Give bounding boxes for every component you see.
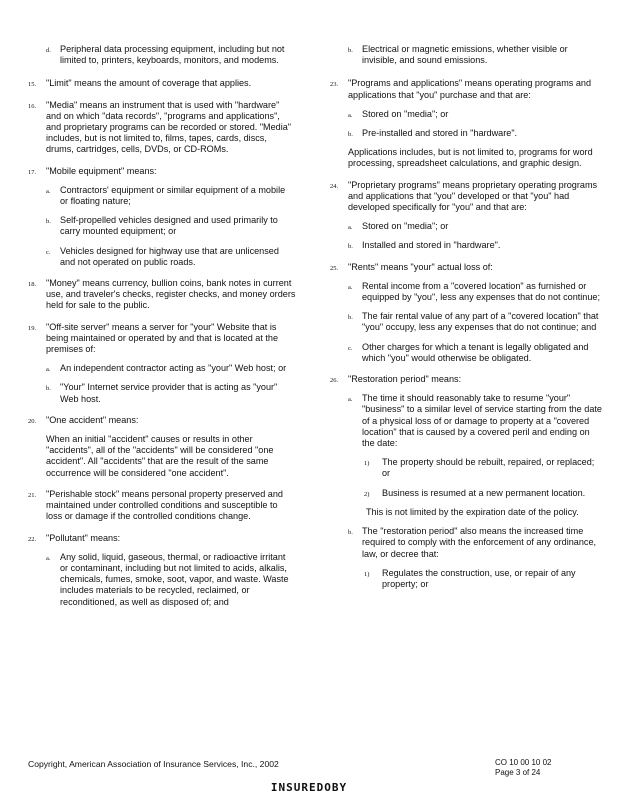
item-text: Other charges for which a tenant is legally obligated and which "you" would otherwise be obligated. <box>362 341 589 363</box>
item-letter: a. <box>46 366 51 374</box>
definition-text: "Pollutant" means: <box>46 532 121 543</box>
item-letter: a. <box>348 224 353 232</box>
definition-money <box>28 278 296 312</box>
brand-watermark: INSUREDOBY <box>270 781 348 794</box>
item-letter: a. <box>348 396 353 404</box>
item-text: "Your" Internet service provider that is acting as "your" Web host. <box>60 382 278 404</box>
item-text: Vehicles designed for highway use that are unlicensed and not operated on public roads. <box>60 245 279 267</box>
numbered-subitem <box>330 457 604 479</box>
list-item <box>330 221 608 232</box>
definition-pollutant <box>28 533 296 608</box>
item-text: Pre-installed and stored in "hardware". <box>362 128 518 139</box>
definition-number: 20. <box>28 417 37 425</box>
item-letter: b. <box>348 131 353 139</box>
subitem-text: The property should be rebuilt, repaired, or replaced; or <box>382 457 595 479</box>
item-text: An independent contractor acting as "your" Web host; or <box>60 363 287 374</box>
item-letter: b. <box>46 385 51 393</box>
definition-text: "Money" means currency, bullion coins, bank notes in current use, and traveler's checks, register checks, and money orders held for sale to the public. <box>46 278 296 311</box>
item-text: The time it should reasonably take to resume "your" "business" to a similar level of service starting from the date of a physical loss of or damage to property at a "covered location" that is caused by a covered peril and ending on the date: <box>362 393 602 449</box>
definition-one-accident <box>28 415 296 479</box>
definition-text: "Restoration period" means: <box>348 374 462 385</box>
definition-text: "Off-site server" means a server for "your" Website that is being maintained or operated by and that is located at the premises of: <box>46 321 279 355</box>
list-item <box>330 393 608 518</box>
list-item <box>330 281 608 303</box>
item-letter: c. <box>348 344 353 352</box>
subitem-text: Regulates the construction, use, or repair of any property; or <box>382 567 576 589</box>
left-column <box>28 44 296 618</box>
numbered-subitem <box>330 488 604 499</box>
item-text: Peripheral data processing equipment, including but not limited to, printers, keyboards, monitors, and modems. <box>60 44 285 66</box>
item-letter: b. <box>348 529 353 537</box>
item-letter: a. <box>348 283 353 291</box>
definition-perishable-stock <box>28 489 296 523</box>
list-item <box>28 246 296 268</box>
definition-text: "Media" means an instrument that is used with "hardware" and on which "data records", "programs and applications", and proprietary programs can be recorded or stored. "Media" includes, but is not limited to, films, tapes, cards, discs, drums, cartridges, cells, DVDs, or CD-ROMs. <box>46 99 292 155</box>
definition-paragraph: When an initial "accident" causes or results in other "accidents", all of the "accidents" will be considered "one accident". All "accidents" that are the result of the same occurrence will be considered "one accident". <box>46 434 274 478</box>
definition-text: "Mobile equipment" means: <box>46 165 157 176</box>
definition-number: 26. <box>330 377 339 385</box>
definition-number: 17. <box>28 168 37 176</box>
item-text: Stored on "media"; or <box>362 108 449 119</box>
item-letter: b. <box>348 47 353 54</box>
definition-text: "One accident" means: <box>46 414 139 425</box>
list-item <box>28 552 296 608</box>
item-letter: a. <box>46 554 51 562</box>
definition-limit <box>28 78 296 89</box>
item-text: Any solid, liquid, gaseous, thermal, or radioactive irritant or contaminant, including but not limited to acids, alkalis, chemicals, fumes, smoke, soot, vapor, and waste. Waste includes materials to be recycled, reclaimed, or reconditioned, as well as disposed of; and <box>60 551 289 607</box>
definition-number: 18. <box>28 281 37 289</box>
definition-proprietary-programs <box>330 180 608 252</box>
list-item <box>28 382 296 404</box>
definition-text: "Rents" means "your" actual loss of: <box>348 261 493 272</box>
item-letter: a. <box>348 111 353 119</box>
definition-mobile-equipment <box>28 166 296 268</box>
item-text: Electrical or magnetic emissions, whether visible or invisible, and sound emissions. <box>362 44 568 66</box>
subitem-text: Business is resumed at a new permanent location. <box>382 487 586 498</box>
item-letter: b. <box>46 218 51 226</box>
item-text: Installed and stored in "hardware". <box>362 240 501 251</box>
definition-number: 23. <box>330 81 339 89</box>
peripheral-equipment-item <box>28 44 296 66</box>
item-letter: b. <box>348 314 353 322</box>
list-item <box>330 526 608 590</box>
item-letter: c. <box>46 248 51 256</box>
definition-number: 22. <box>28 535 37 543</box>
subitem-number: 1) <box>364 460 370 468</box>
list-item <box>28 363 296 374</box>
form-info <box>495 758 551 778</box>
page-number: Page 3 of 24 <box>495 768 541 777</box>
numbered-subitem <box>330 568 604 590</box>
right-column <box>330 44 608 600</box>
definition-number: 19. <box>28 324 37 332</box>
item-letter: b. <box>348 243 353 251</box>
definition-media <box>28 100 296 156</box>
item-text: Contractors' equipment or similar equipment of a mobile or floating nature; <box>60 184 286 207</box>
definition-text: "Programs and applications" means operating programs and applications that "you" purchase and that are: <box>348 78 592 100</box>
item-text: The "restoration period" also means the increased time required to comply with the enforcement of any ordinance, law, or decree that: <box>362 526 597 559</box>
item-text: The fair rental value of any part of a "covered location" that "you" occupy, less any expenses that do not continue; and <box>362 311 599 333</box>
definition-number: 24. <box>330 182 339 190</box>
definition-text: "Perishable stock" means personal property preserved and maintained under controlled conditions and susceptible to loss or damage if the controlled conditions change. <box>46 488 283 522</box>
item-text: Rental income from a "covered location" as furnished or equipped by "you", less any expenses that do not continue; <box>362 280 601 303</box>
list-item <box>330 311 608 333</box>
definition-programs-and-applications <box>330 78 608 169</box>
item-text: Self-propelled vehicles designed and used primarily to carry mounted equipment; or <box>60 215 278 237</box>
definition-number: 21. <box>28 491 37 499</box>
definition-number: 25. <box>330 264 339 272</box>
list-item <box>28 185 296 207</box>
item-letter: d. <box>46 47 51 54</box>
definition-off-site-server <box>28 322 296 405</box>
item-text: Stored on "media"; or <box>362 221 449 232</box>
subitem-paragraph: This is not limited by the expiration date of the policy. <box>366 506 579 517</box>
definition-paragraph: Applications includes, but is not limited to, programs for word processing, spreadsheet calculations, and graphic design. <box>348 147 593 169</box>
item-letter: a. <box>46 187 51 195</box>
definition-rents <box>330 262 608 364</box>
definition-number: 16. <box>28 102 37 110</box>
list-item <box>330 109 608 120</box>
subitem-number: 1) <box>364 570 370 578</box>
electrical-emissions-item <box>330 44 608 66</box>
list-item <box>330 240 608 251</box>
definition-number: 15. <box>28 81 37 89</box>
subitem-number: 2) <box>364 490 370 498</box>
list-item <box>28 215 296 237</box>
definition-restoration-period <box>330 374 608 590</box>
list-item <box>330 128 608 139</box>
copyright-notice: Copyright, American Association of Insurance Services, Inc., 2002 <box>28 759 279 769</box>
form-number: CO 10 00 10 02 <box>495 758 552 767</box>
list-item <box>330 342 608 364</box>
definition-text: "Limit" means the amount of coverage that applies. <box>46 78 252 89</box>
definition-text: "Proprietary programs" means proprietary operating programs and applications that "you" developed or that "you" had developed specifically for "you" and that are: <box>348 179 598 213</box>
